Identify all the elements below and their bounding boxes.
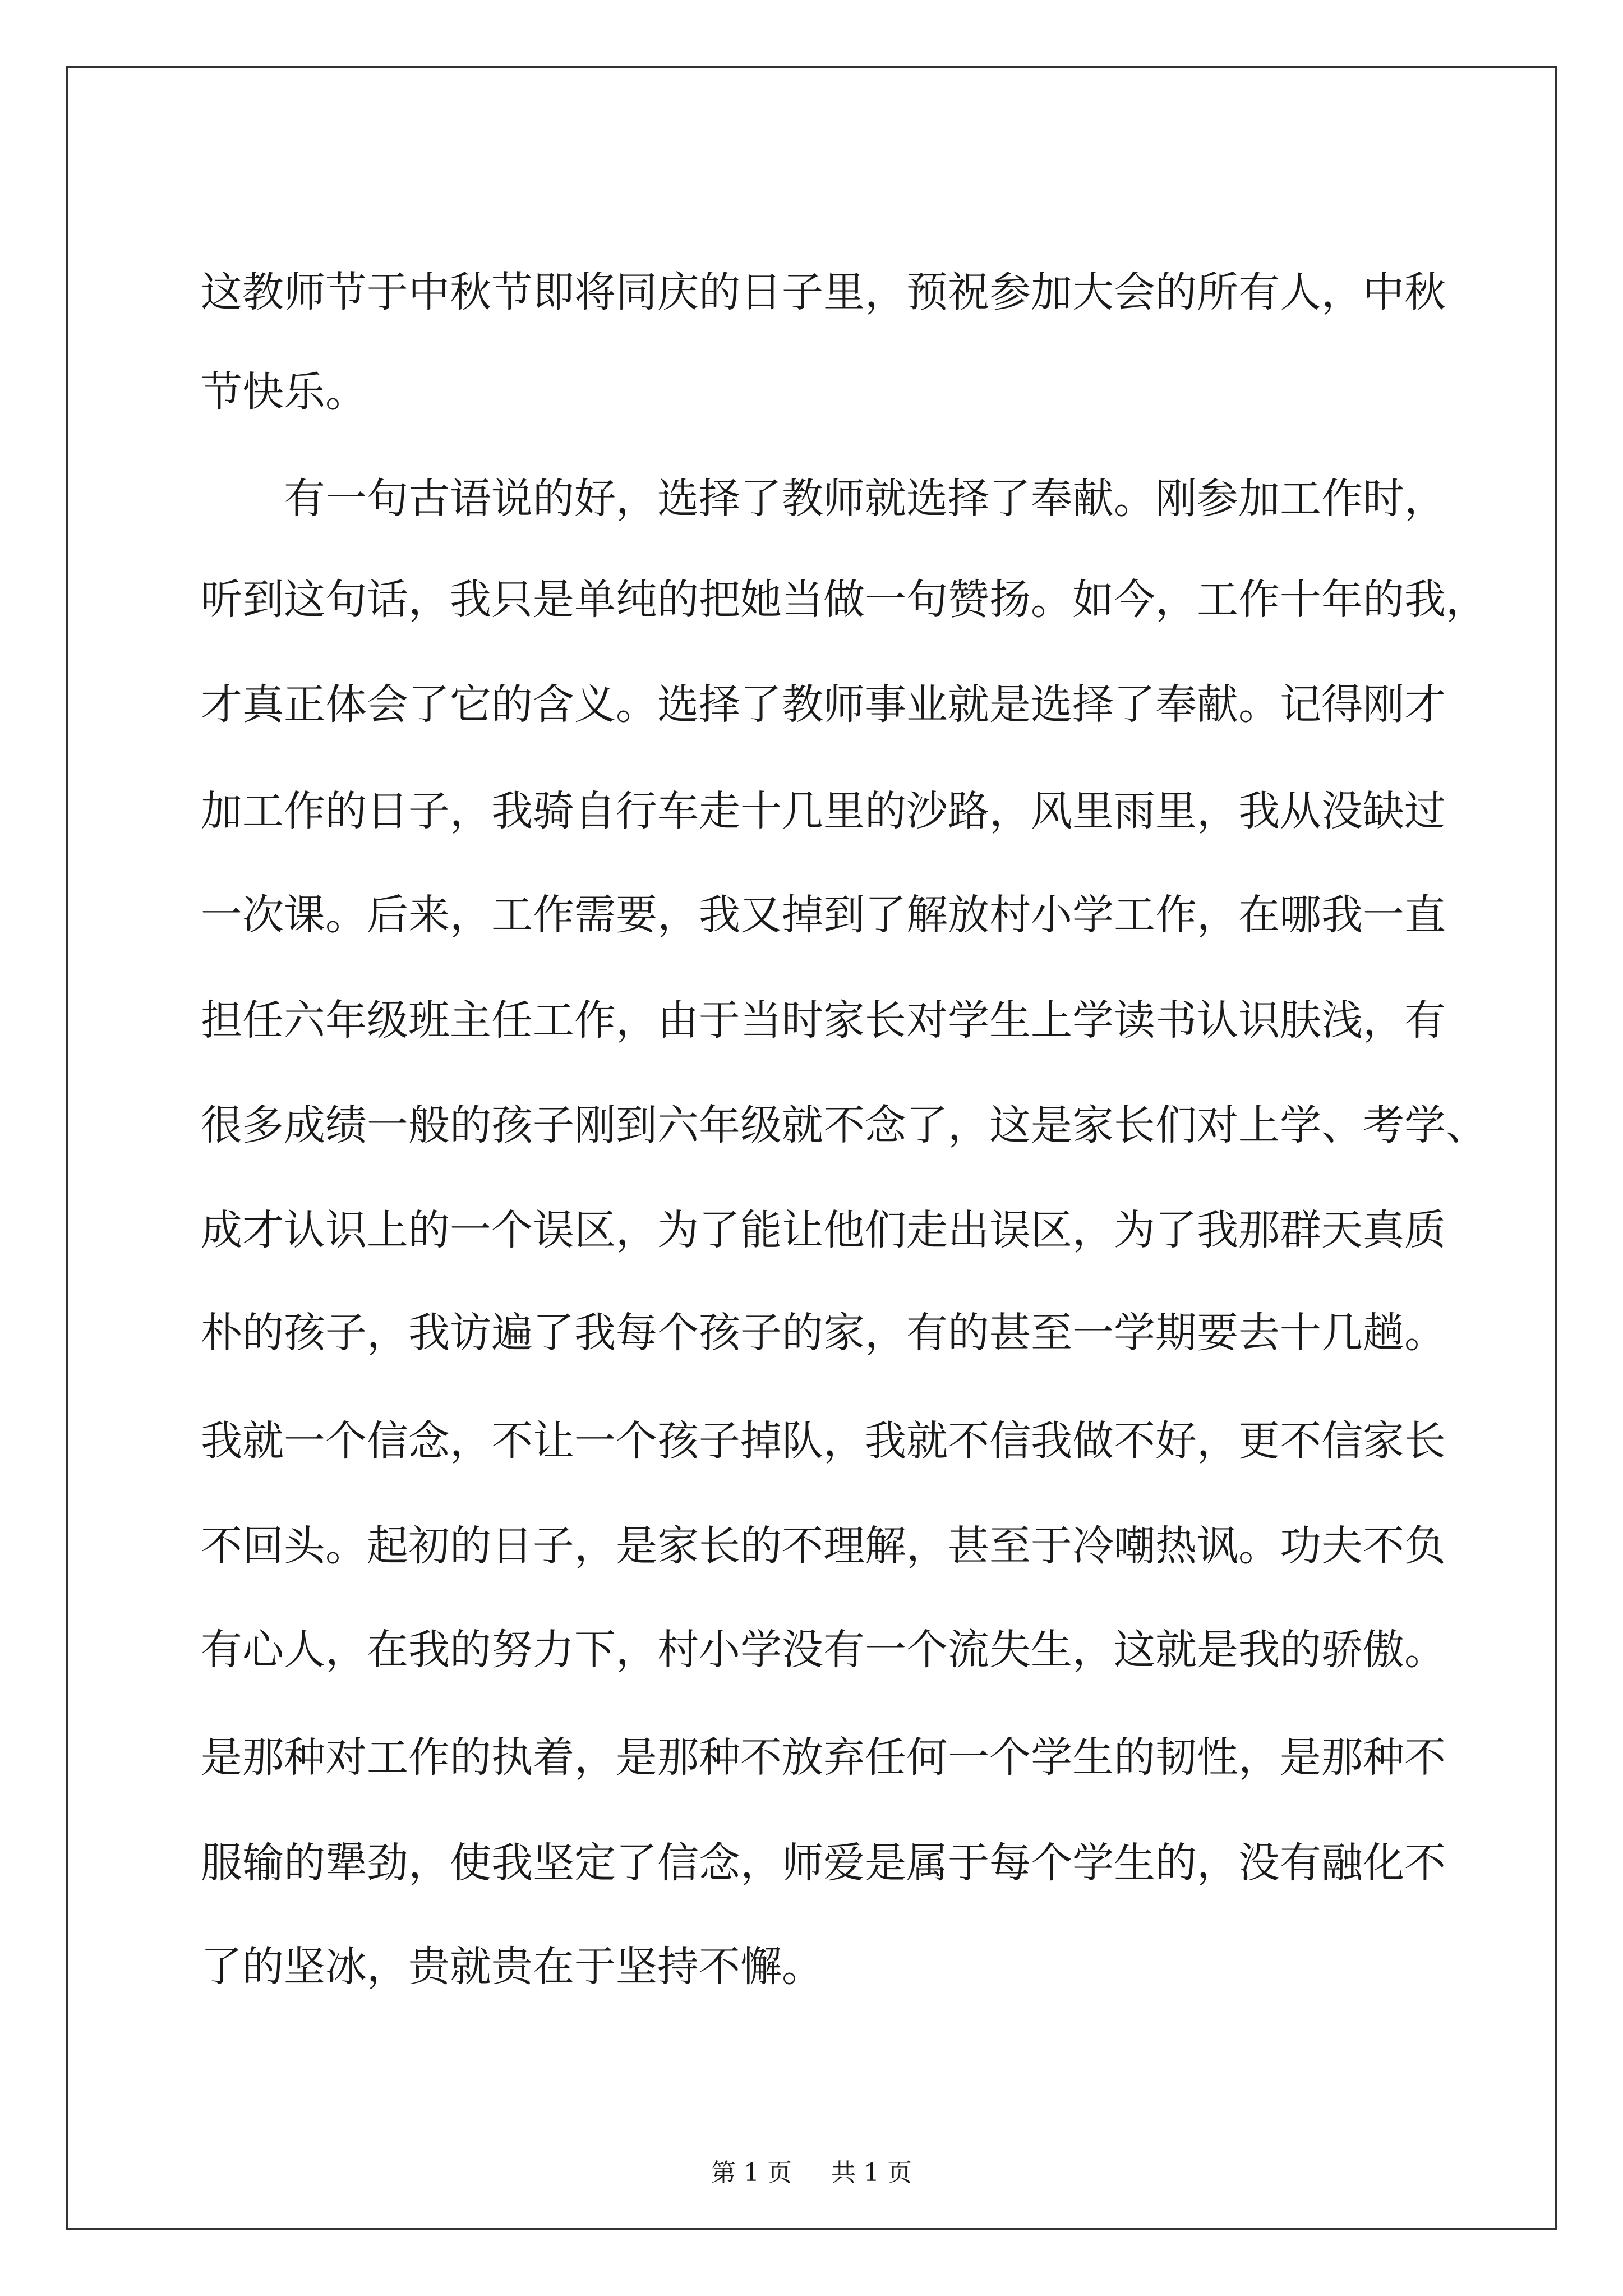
text-line: 听到这句话，我只是单纯的把她当做一句赞扬。如今，工作十年的我， xyxy=(201,576,1487,624)
paragraph-start-line: 有一句古语说的好，选择了教师就选择了奉献。刚参加工作时， xyxy=(284,475,1446,523)
text-line: 是那种对工作的执着，是那种不放弃任何一个学生的韧性，是那种不 xyxy=(201,1733,1446,1782)
text-line: 不回头。起初的日子，是家长的不理解，甚至于冷嘲热讽。功夫不负 xyxy=(201,1522,1446,1570)
text-line: 了的坚冰，贵就贵在于坚持不懈。 xyxy=(201,1943,823,1991)
page-number: 第 1 页 xyxy=(711,2159,792,2187)
text-line: 我就一个信念，不让一个孩子掉队，我就不信我做不好，更不信家长 xyxy=(201,1417,1446,1465)
text-line: 服输的犟劲，使我坚定了信念，师爱是属于每个学生的，没有融化不 xyxy=(201,1839,1446,1887)
text-line: 这教师节于中秋节即将同庆的日子里，预祝参加大会的所有人，中秋 xyxy=(201,268,1446,316)
text-line: 一次课。后来，工作需要，我又掉到了解放村小学工作，在哪我一直 xyxy=(201,891,1446,939)
text-line: 节快乐。 xyxy=(201,368,367,416)
text-line: 成才认识上的一个误区，为了能让他们走出误区，为了我那群天真质 xyxy=(201,1206,1446,1254)
total-pages: 共 1 页 xyxy=(831,2159,912,2187)
text-line: 朴的孩子，我访遍了我每个孩子的家，有的甚至一学期要去十几趟。 xyxy=(201,1309,1446,1357)
page-frame xyxy=(66,66,1557,2230)
text-line: 才真正体会了它的含义。选择了教师事业就是选择了奉献。记得刚才 xyxy=(201,680,1446,729)
text-line: 加工作的日子，我骑自行车走十几里的沙路，风里雨里，我从没缺过 xyxy=(201,787,1446,835)
text-line: 担任六年级班主任工作，由于当时家长对学生上学读书认识肤浅，有 xyxy=(201,996,1446,1045)
page-footer xyxy=(68,2156,1555,2190)
text-line: 有心人，在我的努力下，村小学没有一个流失生，这就是我的骄傲。 xyxy=(201,1626,1446,1674)
text-line: 很多成绩一般的孩子刚到六年级就不念了，这是家长们对上学、考学、 xyxy=(201,1101,1487,1149)
